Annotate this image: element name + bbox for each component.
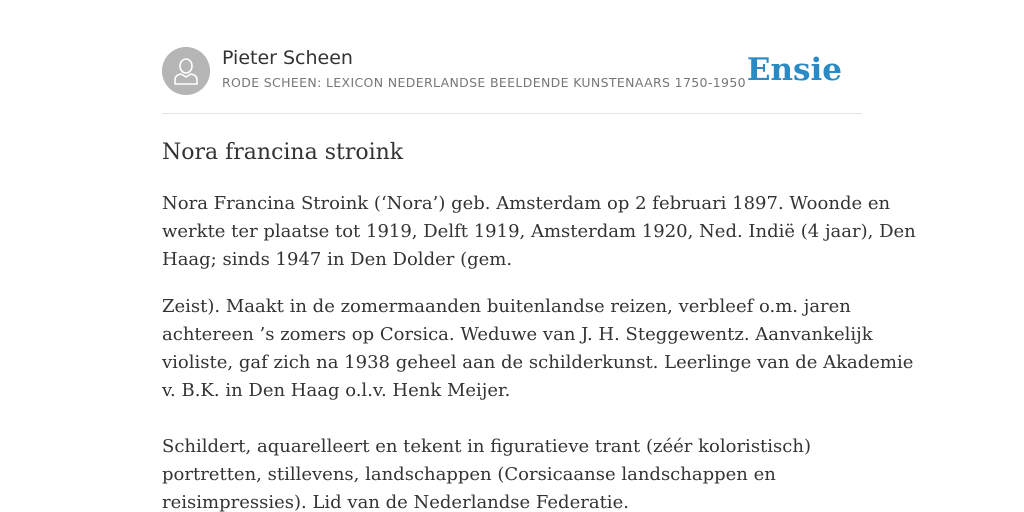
paragraph-line: Nora Francina Stroink (‘Nora’) geb. Amsterdam op 2 februari 1897. Woonde en <box>162 193 891 214</box>
paragraph-line: Haag; sinds 1947 in Den Dolder (gem. <box>162 249 513 270</box>
paragraph-line: werkte ter plaatse tot 1919, Delft 1919, Amsterdam 1920, Ned. Indië (4 jaar), Den <box>162 221 916 242</box>
article-title: Nora francina stroink <box>162 140 404 165</box>
paragraph-line: reisimpressies). Lid van de Nederlandse Federatie. <box>162 492 629 512</box>
author-name[interactable]: Pieter Scheen <box>222 47 353 69</box>
article-paragraph-1 <box>162 190 916 274</box>
paragraph-line: violiste, gaf zich na 1938 geheel aan de schilderkunst. Leerlinge van de Akademie <box>162 352 914 373</box>
paragraph-line: achtereen ’s zomers op Corsica. Weduwe van J. H. Steggewentz. Aanvankelijk <box>162 324 873 345</box>
user-placeholder-icon <box>162 47 210 95</box>
paragraph-line: Zeist). Maakt in de zomermaanden buitenlandse reizen, verbleef o.m. jaren <box>162 296 851 317</box>
article-paragraph-3 <box>162 433 872 512</box>
paragraph-line: v. B.K. in Den Haag o.l.v. Henk Meijer. <box>162 380 511 401</box>
paragraph-line: portretten, stillevens, landschappen (Corsicaanse landschappen en <box>162 464 776 485</box>
author-avatar[interactable] <box>162 47 210 95</box>
article-paragraph-2 <box>162 293 914 405</box>
paragraph-line: Schildert, aquarelleert en tekent in figuratieve trant (zéér koloristisch) <box>162 436 811 457</box>
article-header <box>162 46 862 96</box>
header-divider <box>162 113 862 114</box>
ensie-logo[interactable]: Ensie <box>746 52 842 88</box>
source-publication[interactable]: RODE SCHEEN: LEXICON NEDERLANDSE BEELDENDE KUNSTENAARS 1750-1950 <box>222 75 746 90</box>
